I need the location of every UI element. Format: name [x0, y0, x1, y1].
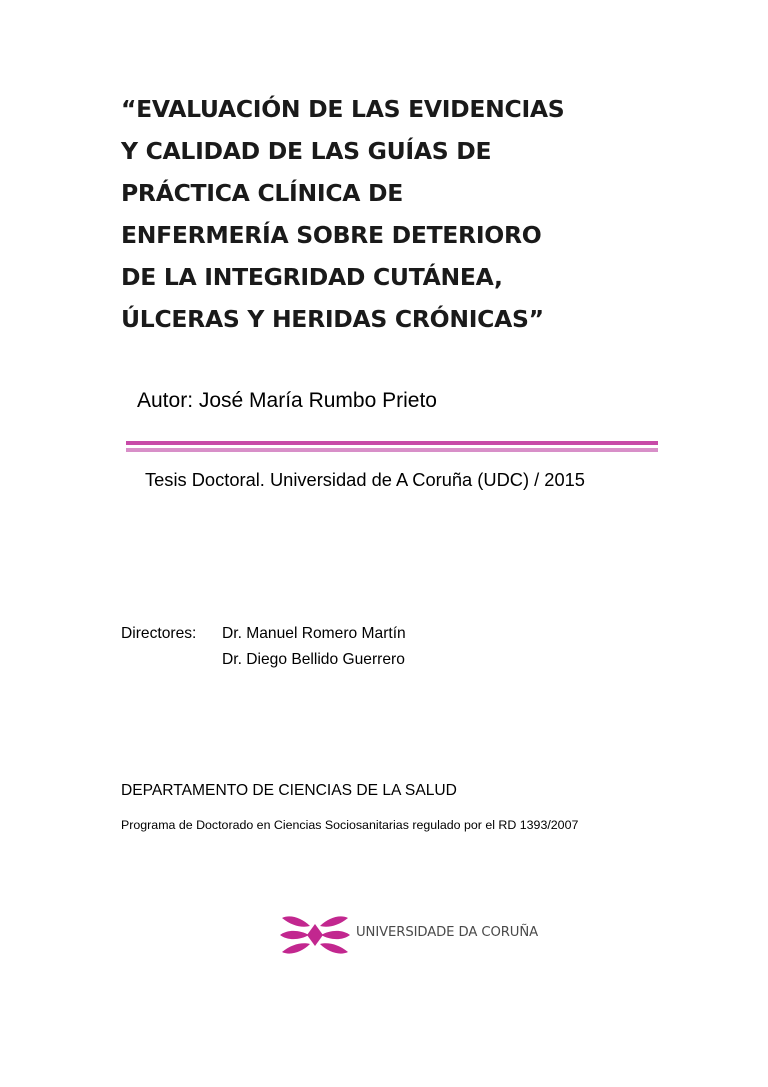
author-line: Autor: José María Rumbo Prieto [137, 389, 437, 412]
title-line: “EVALUACIÓN DE LAS EVIDENCIAS [121, 95, 565, 123]
title-line: DE LA INTEGRIDAD CUTÁNEA, [121, 263, 503, 291]
university-name: UNIVERSIDADE DA CORUÑA [356, 925, 539, 940]
university-logo [280, 912, 550, 958]
divider-stripe-top [126, 441, 658, 445]
title-line: ÚLCERAS Y HERIDAS CRÓNICAS” [121, 305, 544, 333]
title-line: Y CALIDAD DE LAS GUÍAS DE [121, 137, 492, 165]
director-name: Dr. Manuel Romero Martín [222, 625, 406, 642]
director-name: Dr. Diego Bellido Guerrero [222, 651, 405, 668]
title-line: ENFERMERÍA SOBRE DETERIORO [121, 221, 542, 249]
title-line: PRÁCTICA CLÍNICA DE [121, 179, 403, 207]
thesis-title [121, 88, 681, 340]
thesis-info: Tesis Doctoral. Universidad de A Coruña (UDC) / 2015 [145, 469, 585, 490]
university-emblem-icon [280, 912, 350, 958]
department-name: DEPARTAMENTO DE CIENCIAS DE LA SALUD [121, 782, 457, 799]
directors-label: Directores: [121, 625, 197, 642]
decorative-divider [126, 441, 658, 452]
doctoral-program: Programa de Doctorado en Ciencias Sociosanitarias regulado por el RD 1393/2007 [121, 818, 579, 832]
divider-stripe-bottom [126, 448, 658, 452]
